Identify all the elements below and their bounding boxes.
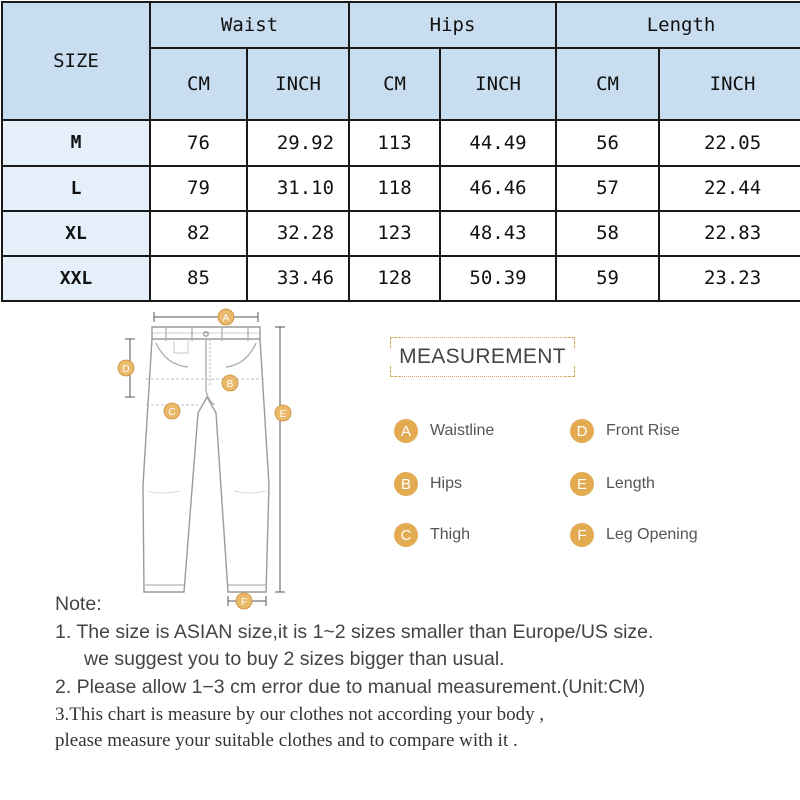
unit-header: INCH <box>247 48 349 120</box>
marker-e-icon <box>275 405 291 421</box>
table-row <box>2 120 800 165</box>
waist-cm-cell: 82 <box>150 211 247 256</box>
length-cm-cell: 57 <box>556 166 659 211</box>
hips-cm-cell: 123 <box>349 211 440 256</box>
hips-cm-cell: 118 <box>349 166 440 211</box>
legend-label: Leg Opening <box>606 526 698 543</box>
size-cell: XL <box>2 211 150 256</box>
note-line-2: 2. Please allow 1−3 cm error due to manual measurement.(Unit:CM) <box>55 676 646 698</box>
frame-edge <box>402 376 563 377</box>
table-row <box>2 211 800 256</box>
hips-cm-cell: 128 <box>349 256 440 301</box>
legend-label: Waistline <box>430 422 495 439</box>
waist-header: Waist <box>150 2 349 48</box>
note-line-3b: please measure your suitable clothes and to compare with it . <box>55 730 518 751</box>
marker-d-icon <box>118 360 134 376</box>
waist-cm-cell: 79 <box>150 166 247 211</box>
marker-b-icon <box>222 375 238 391</box>
svg-text:E: E <box>279 409 287 420</box>
badge-d-icon: D <box>570 419 594 443</box>
legend-label: Front Rise <box>606 422 680 439</box>
svg-text:F: F <box>240 597 248 608</box>
badge-e-icon: E <box>570 472 594 496</box>
size-chart-table <box>1 1 800 302</box>
hips-inch-cell: 44.49 <box>440 120 556 165</box>
waist-cm-cell: 85 <box>150 256 247 301</box>
measurement-title <box>390 337 575 377</box>
frame-edge <box>402 337 563 338</box>
size-header: SIZE <box>2 2 150 120</box>
hips-header: Hips <box>349 2 556 48</box>
unit-header: CM <box>349 48 440 120</box>
legend-item-leg-opening <box>570 522 698 548</box>
waist-cm-cell: 76 <box>150 120 247 165</box>
frame-corner <box>390 337 401 348</box>
legend-item-waistline <box>394 418 494 444</box>
length-inch-cell: 22.05 <box>659 120 800 165</box>
svg-text:C: C <box>168 407 176 418</box>
legend-label: Hips <box>430 475 463 492</box>
badge-a-icon: A <box>394 419 418 443</box>
hips-inch-cell: 48.43 <box>440 211 556 256</box>
legend-label: Length <box>606 475 655 492</box>
svg-text:D: D <box>122 364 130 375</box>
hips-inch-cell: 50.39 <box>440 256 556 301</box>
marker-c-icon <box>164 403 180 419</box>
length-cm-cell: 56 <box>556 120 659 165</box>
legend-item-thigh <box>394 522 470 548</box>
frame-corner <box>564 337 575 348</box>
size-cell: XXL <box>2 256 150 301</box>
measurement-title-text: MEASUREMENT <box>399 345 566 368</box>
table-row <box>2 256 800 301</box>
note-line-1: 1. The size is ASIAN size,it is 1~2 sizes smaller than Europe/US size. <box>55 621 654 643</box>
waist-inch-cell: 32.28 <box>247 211 349 256</box>
badge-b-icon: B <box>394 472 418 496</box>
hips-cm-cell: 113 <box>349 120 440 165</box>
table-row <box>2 166 800 211</box>
svg-text:A: A <box>222 313 230 324</box>
length-cm-cell: 58 <box>556 211 659 256</box>
badge-f-icon: F <box>570 523 594 547</box>
marker-f-icon <box>236 593 252 609</box>
length-cm-cell: 59 <box>556 256 659 301</box>
unit-header: INCH <box>440 48 556 120</box>
frame-corner <box>390 366 401 377</box>
frame-corner <box>564 366 575 377</box>
svg-text:B: B <box>226 379 234 390</box>
legend-label: Thigh <box>430 526 471 543</box>
pants-outline <box>143 327 269 592</box>
note-heading: Note: <box>55 593 102 615</box>
size-cell: M <box>2 120 150 165</box>
badge-c-icon: C <box>394 523 418 547</box>
unit-header: CM <box>150 48 247 120</box>
length-inch-cell: 22.44 <box>659 166 800 211</box>
hips-inch-cell: 46.46 <box>440 166 556 211</box>
waist-inch-cell: 33.46 <box>247 256 349 301</box>
legend-item-length <box>570 471 655 497</box>
waist-inch-cell: 31.10 <box>247 166 349 211</box>
note-line-1b: we suggest you to buy 2 sizes bigger than usual. <box>84 648 505 670</box>
length-inch-cell: 22.83 <box>659 211 800 256</box>
legend-item-hips <box>394 471 462 497</box>
waist-inch-cell: 29.92 <box>247 120 349 165</box>
unit-header: INCH <box>659 48 800 120</box>
note-line-3: 3.This chart is measure by our clothes not according your body , <box>55 704 545 725</box>
legend-item-front-rise <box>570 418 680 444</box>
pants-measurement-diagram <box>110 305 320 610</box>
length-header: Length <box>556 2 800 48</box>
marker-a-icon <box>218 309 234 325</box>
unit-header: CM <box>556 48 659 120</box>
size-cell: L <box>2 166 150 211</box>
table-header-row <box>2 2 800 48</box>
length-inch-cell: 23.23 <box>659 256 800 301</box>
